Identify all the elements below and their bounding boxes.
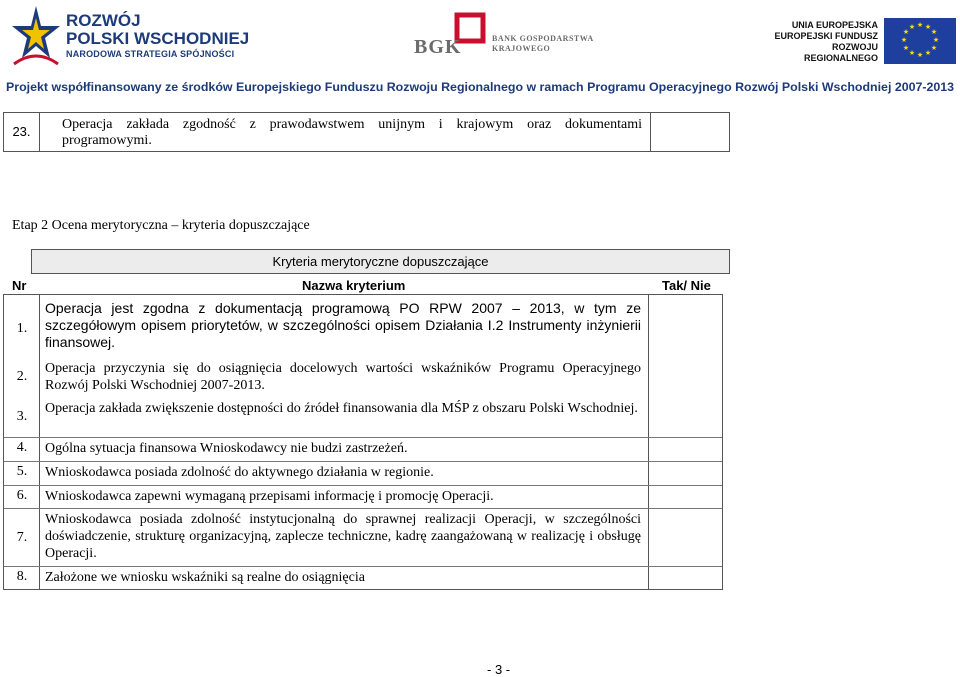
- svg-text:★: ★: [916, 51, 924, 59]
- project-banner: Projekt współfinansowany ze środków Europejskiego Funduszu Rozwoju Regionalnego w ramach Programu Operacyjnego Rozwój Polski Wschodniej 2007-2013: [6, 80, 955, 94]
- row-separator: [4, 461, 722, 462]
- row-number: 3.: [16, 409, 28, 424]
- eu-flag-icon: [884, 18, 956, 64]
- rpw-star-emblem-icon: [8, 4, 64, 70]
- svg-text:★: ★: [930, 44, 938, 52]
- svg-text:★: ★: [916, 21, 924, 29]
- bgk-line1: BANK GOSPODARSTWA: [492, 34, 594, 43]
- rpw-logo-line3: NARODOWA STRATEGIA SPÓJNOŚCI: [66, 49, 235, 59]
- row-number: 7.: [16, 530, 28, 545]
- column-header-name: Nazwa kryterium: [302, 278, 406, 293]
- rpw-logo-line1: ROZWÓJ: [66, 11, 141, 30]
- row-separator: [4, 566, 722, 567]
- table-row: [4, 357, 722, 397]
- bgk-brand: BGK: [414, 36, 462, 58]
- eu-fund-logo: [760, 18, 958, 66]
- svg-text:★: ★: [908, 23, 916, 31]
- page-number: - 3 -: [487, 662, 511, 677]
- table-row: [4, 566, 722, 588]
- svg-text:★: ★: [932, 36, 940, 44]
- rozwoj-polski-wschodniej-logo: [8, 4, 258, 72]
- table-row: [4, 397, 722, 437]
- row-number: 1.: [16, 321, 28, 336]
- row-text: Operacja zakłada zwiększenie dostępności do źródeł finansowania dla MŚP z obszaru Polski Wschodniej.: [45, 401, 638, 416]
- row-text: Ogólna sytuacja finansowa Wnioskodawcy nie budzi zastrzeżeń.: [45, 441, 408, 456]
- row-number: 2.: [16, 369, 28, 384]
- bgk-logo: [400, 12, 610, 60]
- row-text: Operacja jest zgodna z dokumentacją programową PO RPW 2007 – 2013, w tym ze szczegółowym opisem priorytetów, w szczególności opisem Działania I.2 Instrumenty inżynierii finansowej.: [45, 300, 641, 350]
- bgk-fullname: [492, 34, 612, 54]
- row-text: Wnioskodawca posiada zdolność instytucjonalną do sprawnej realizacji Operacji, w szczególności doświadczenie, strukturę organizacyjną, zaplecze techniczne, kadrę zaangażowaną w realizację i obsługę Operacji.: [45, 512, 641, 561]
- row-separator: [4, 508, 722, 509]
- rpw-logo-line2: POLSKI WSCHODNIEJ: [66, 29, 250, 48]
- criteria-text: Operacja zakłada zgodność z prawodawstwem unijnym i krajowym oraz dokumentami programowymi.: [62, 117, 642, 148]
- table-row: [4, 485, 722, 507]
- row-separator: [4, 485, 722, 486]
- row-number: 4.: [16, 440, 28, 455]
- criteria-table: [3, 294, 723, 590]
- bgk-line2: KRAJOWEGO: [492, 44, 551, 53]
- svg-text:★: ★: [902, 28, 910, 36]
- eu-line2: EUROPEJSKI FUNDUSZ: [774, 31, 878, 41]
- eu-line1: UNIA EUROPEJSKA: [791, 20, 878, 30]
- row-separator: [4, 437, 722, 438]
- svg-text:★: ★: [930, 28, 938, 36]
- column-header-yes-no: Tak/ Nie: [662, 278, 711, 293]
- svg-text:★: ★: [908, 49, 916, 57]
- criteria-number: 23.: [4, 113, 40, 151]
- row-text: Wnioskodawca zapewni wymaganą przepisami informację i promocję Operacji.: [45, 489, 494, 504]
- svg-text:★: ★: [900, 36, 908, 44]
- row-number: 8.: [16, 569, 28, 584]
- column-divider: [650, 113, 652, 151]
- table-row: [4, 461, 722, 483]
- row-number: 6.: [16, 488, 28, 503]
- table-row: [4, 437, 722, 459]
- page-header: [0, 0, 960, 98]
- row-text: Operacja przyczynia się do osiągnięcia docelowych wartości wskaźników Programu Operacyjnego Rozwój Polski Wschodniej 2007-2013.: [45, 361, 641, 393]
- row-text: Wnioskodawca posiada zdolność do aktywnego działania w regionie.: [45, 465, 434, 480]
- svg-text:★: ★: [924, 23, 932, 31]
- table-row: [4, 508, 722, 566]
- column-header-nr: Nr: [12, 278, 27, 293]
- row-text: Założone we wniosku wskaźniki są realne do osiągnięcia: [45, 570, 365, 585]
- previous-criteria-table: [3, 112, 730, 152]
- row-number: 5.: [16, 464, 28, 479]
- svg-text:★: ★: [902, 44, 910, 52]
- section-title: Etap 2 Ocena merytoryczna – kryteria dopuszczające: [12, 218, 310, 233]
- svg-text:★: ★: [924, 49, 932, 57]
- criteria-table-title: Kryteria merytoryczne dopuszczające: [31, 249, 730, 274]
- eu-line3: ROZWOJU REGIONALNEGO: [803, 42, 878, 63]
